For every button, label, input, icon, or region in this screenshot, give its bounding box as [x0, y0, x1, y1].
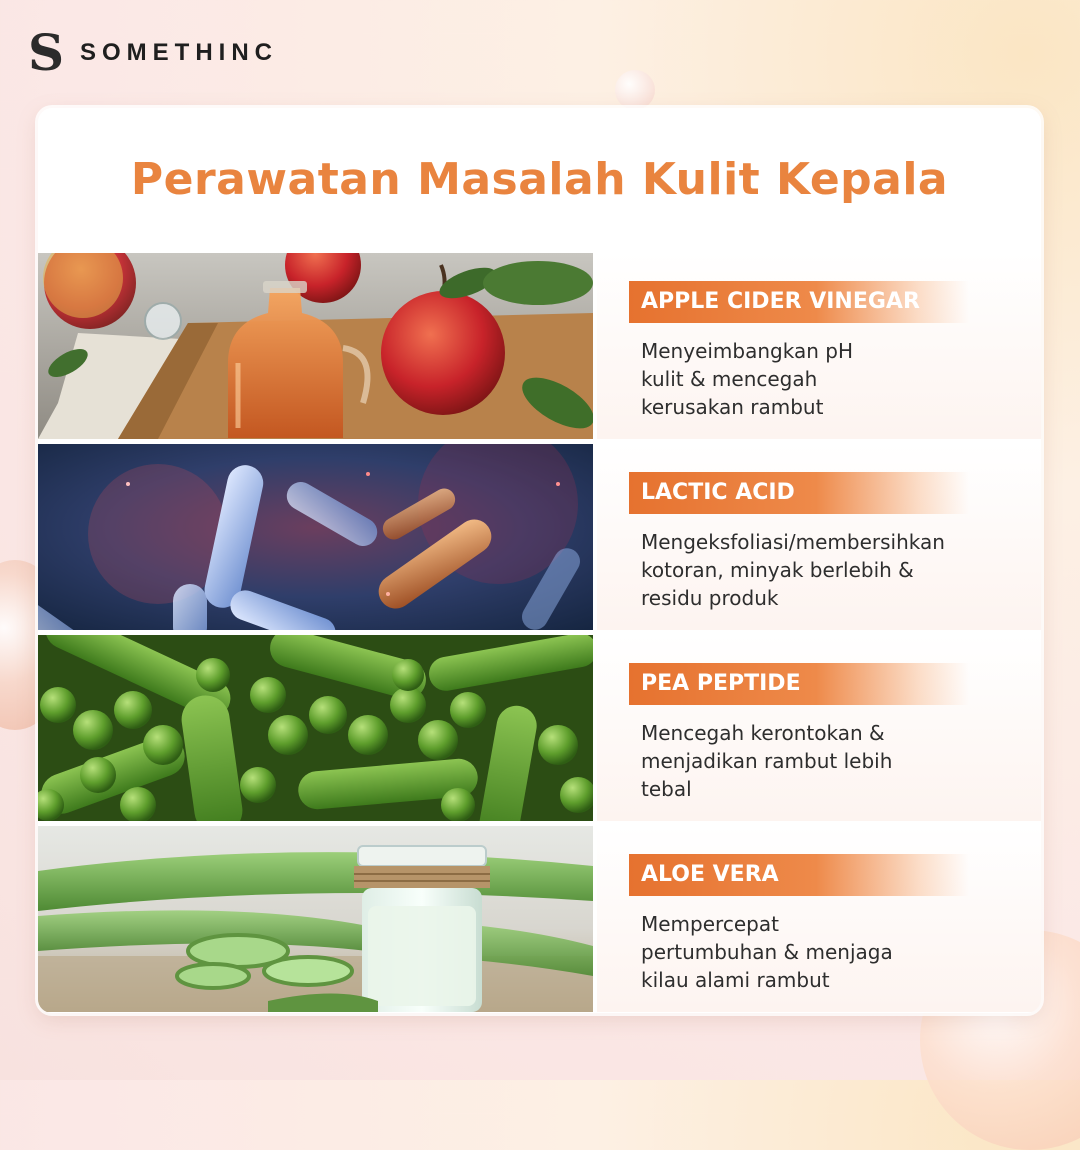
description-line: Mencegah kerontokan & [641, 721, 885, 745]
ingredient-info [597, 253, 1041, 439]
description-line: residu produk [641, 586, 779, 610]
ingredient-label: APPLE CIDER VINEGAR [641, 289, 920, 314]
ingredient-label: LACTIC ACID [641, 480, 795, 505]
description-line: tebal [641, 777, 692, 801]
ingredient-label-band [629, 472, 969, 514]
ingredient-label: PEA PEPTIDE [641, 671, 801, 696]
content-card [38, 108, 1041, 1013]
ingredient-label-band [629, 281, 969, 323]
aloe-vera-photo [38, 826, 593, 1012]
description-line: kerusakan rambut [641, 395, 824, 419]
ingredient-info [597, 444, 1041, 630]
lactic-acid-bacteria-photo [38, 444, 593, 630]
page-title: Perawatan Masalah Kulit Kepala [130, 153, 949, 205]
description-line: kulit & mencegah [641, 367, 818, 391]
ingredient-row-pea-peptide [38, 635, 1041, 821]
ingredient-description [641, 337, 1031, 421]
green-peas-photo [38, 635, 593, 821]
ingredient-info [597, 635, 1041, 821]
ingredient-label-band [629, 854, 969, 896]
description-line: Menyeimbangkan pH [641, 339, 853, 363]
brand-mark-icon: S [28, 23, 65, 82]
ingredient-row-lactic-acid [38, 444, 1041, 630]
description-line: pertumbuhan & menjaga [641, 940, 893, 964]
description-line: menjadikan rambut lebih [641, 749, 893, 773]
ingredient-info [597, 826, 1041, 1012]
ingredient-description [641, 910, 1031, 994]
ingredient-row-aloe-vera [38, 826, 1041, 1012]
description-line: Mengeksfoliasi/membersihkan [641, 530, 945, 554]
brand-logo [28, 23, 278, 82]
brand-name: SOMETHINC [80, 39, 278, 66]
ingredient-label: ALOE VERA [641, 862, 779, 887]
description-line: kilau alami rambut [641, 968, 830, 992]
decorative-bubble [615, 70, 655, 110]
ingredient-description [641, 528, 1031, 612]
description-line: kotoran, minyak berlebih & [641, 558, 914, 582]
ingredient-row-apple-cider-vinegar [38, 253, 1041, 439]
ingredient-label-band [629, 663, 969, 705]
description-line: Mempercepat [641, 912, 779, 936]
ingredient-description [641, 719, 1031, 803]
apple-cider-vinegar-photo [38, 253, 593, 439]
